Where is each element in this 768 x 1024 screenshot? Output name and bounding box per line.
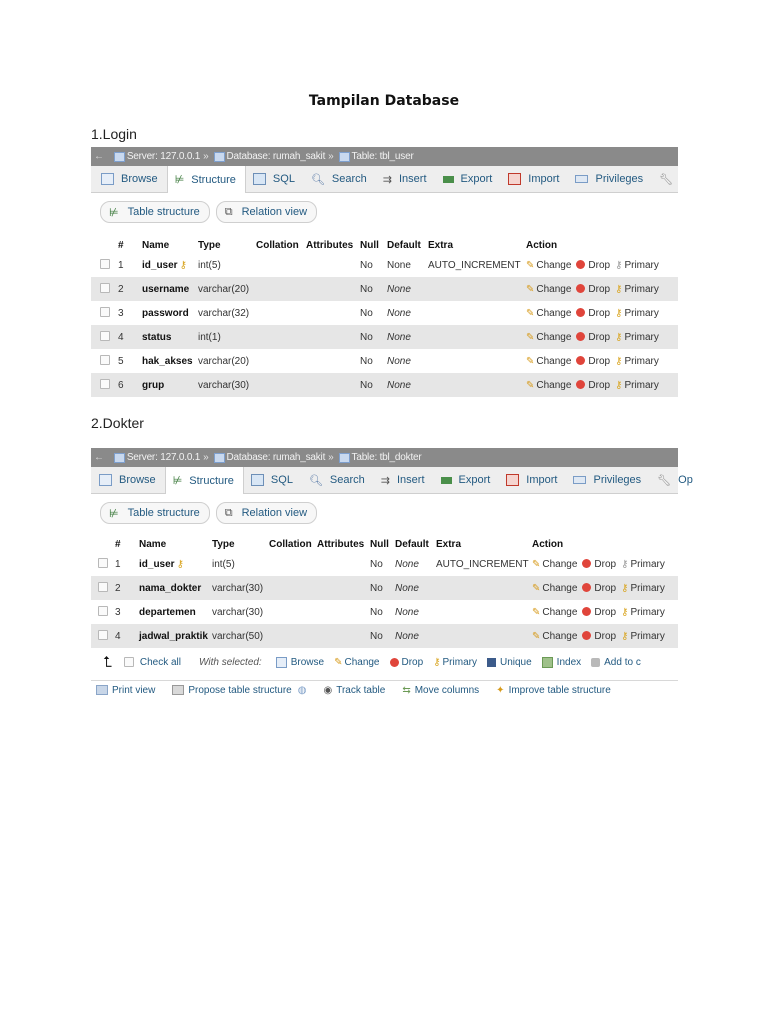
- row-number: 2: [118, 277, 142, 301]
- server-icon: [114, 152, 125, 162]
- printer-icon: [96, 685, 108, 695]
- wrench-icon: 🔧︎: [659, 173, 674, 186]
- field-default: None: [387, 307, 411, 319]
- key-icon: ⚷: [615, 355, 623, 367]
- arrow-up-left-icon: ⮤: [103, 653, 112, 671]
- field-type: int(1): [198, 325, 256, 349]
- row-number: 2: [115, 576, 139, 600]
- field-null: No: [370, 576, 395, 600]
- drop-icon: [576, 380, 585, 389]
- privileges-icon: [573, 476, 586, 484]
- table-body-login: [91, 253, 678, 397]
- database-icon: [214, 152, 225, 162]
- tab-search[interactable]: 🔍︎ Search: [308, 474, 365, 487]
- field-type: varchar(30): [212, 576, 269, 600]
- tab-browse[interactable]: Browse: [91, 166, 167, 192]
- row-number: 1: [118, 259, 124, 271]
- row-checkbox[interactable]: [100, 283, 110, 293]
- tab-sql[interactable]: SQL: [246, 166, 304, 192]
- field-name: jadwal_praktik: [139, 630, 208, 642]
- row-checkbox[interactable]: [98, 582, 108, 592]
- field-null: No: [370, 624, 395, 648]
- tab-privileges[interactable]: Privileges: [568, 166, 652, 192]
- bulk-action-bar: [91, 649, 678, 675]
- field-collation: [256, 349, 306, 373]
- improve-table-structure-link[interactable]: ✦ Improve table structure: [496, 684, 611, 696]
- col-header-null[interactable]: Null: [360, 237, 387, 253]
- row-checkbox[interactable]: [100, 355, 110, 365]
- field-collation: [256, 325, 306, 349]
- field-extra: [428, 349, 526, 373]
- field-default: None: [387, 373, 428, 397]
- primary-button[interactable]: ⚷ Primary: [615, 331, 659, 343]
- pencil-icon: ✎: [532, 582, 541, 594]
- change-button[interactable]: ✎ Change: [532, 630, 578, 642]
- field-null: No: [360, 307, 373, 319]
- pencil-icon: ✎: [532, 606, 541, 618]
- breadcrumb: ← Server: 127.0.0.1 » Database: rumah_sakit » Table: tbl_user: [91, 147, 678, 166]
- table-row[interactable]: [91, 624, 678, 648]
- field-attributes: [306, 373, 360, 397]
- table-row[interactable]: [91, 349, 678, 373]
- field-type: int(5): [198, 259, 221, 271]
- field-attributes: [317, 624, 370, 648]
- privileges-icon: [575, 175, 588, 183]
- tab-export[interactable]: Export: [434, 467, 500, 493]
- field-null: No: [360, 325, 387, 349]
- propose-structure-icon: [172, 685, 184, 695]
- change-button[interactable]: ✎ Change: [526, 283, 572, 295]
- tab-insert[interactable]: ⇉ Insert: [380, 474, 425, 487]
- key-icon: ⚷: [621, 558, 629, 570]
- primary-button[interactable]: ⚷ Primary: [615, 283, 659, 295]
- breadcrumb: ← Server: 127.0.0.1 » Database: rumah_sakit » Table: tbl_dokter: [91, 448, 678, 467]
- back-arrow-icon[interactable]: ←: [94, 452, 104, 463]
- primary-button[interactable]: ⚷ Primary: [621, 606, 665, 618]
- col-header-extra[interactable]: Extra: [436, 536, 532, 552]
- track-table-link[interactable]: ◉ Track table: [323, 684, 386, 696]
- field-default: None: [387, 325, 428, 349]
- field-collation: [269, 600, 317, 624]
- field-type: varchar(30): [212, 606, 264, 618]
- row-number: 4: [118, 325, 142, 349]
- table-row[interactable]: [91, 576, 678, 600]
- breadcrumb-table[interactable]: Table: tbl_dokter: [351, 452, 422, 463]
- key-icon: ⚷: [615, 307, 623, 319]
- structure-table: [91, 237, 678, 397]
- row-checkbox[interactable]: [100, 259, 110, 269]
- bulk-browse-button[interactable]: Browse: [276, 657, 324, 668]
- drop-button[interactable]: Drop: [577, 631, 616, 642]
- phpmyadmin-screenshot-dokter: [91, 448, 693, 700]
- field-collation: [269, 624, 317, 648]
- pencil-icon: ✎: [526, 379, 535, 391]
- field-name: hak_akses: [142, 355, 193, 367]
- field-extra: [428, 277, 526, 301]
- field-attributes: [306, 349, 360, 373]
- col-header-number[interactable]: #: [115, 536, 139, 552]
- tab-privileges[interactable]: Privileges: [566, 467, 650, 493]
- tab-bar: [91, 166, 678, 193]
- field-name: nama_dokter: [139, 582, 202, 594]
- primary-button[interactable]: ⚷ Primary: [621, 630, 665, 642]
- section-label-dokter: 2.Dokter: [91, 415, 144, 431]
- tab-import[interactable]: Import: [501, 166, 568, 192]
- drop-icon: [576, 284, 585, 293]
- change-button[interactable]: ✎ Change: [532, 558, 578, 570]
- key-icon: ⚷: [615, 379, 623, 391]
- field-name: id_user: [139, 558, 175, 570]
- field-attributes: [317, 600, 370, 624]
- bulk-unique-button[interactable]: Unique: [487, 657, 532, 668]
- drop-icon: [582, 607, 591, 616]
- bulk-primary-button[interactable]: ⚷ Primary: [433, 656, 477, 668]
- field-null: No: [360, 277, 387, 301]
- key-icon: ⚷: [621, 630, 629, 642]
- table-row[interactable]: [91, 253, 678, 277]
- breadcrumb-server[interactable]: Server: 127.0.0.1: [126, 452, 201, 463]
- field-extra: [436, 576, 532, 600]
- change-button[interactable]: ✎ Change: [532, 582, 578, 594]
- subtab-relation-view[interactable]: ⧉ Relation view: [216, 502, 317, 524]
- field-attributes: [306, 301, 360, 325]
- server-icon: [114, 453, 125, 463]
- field-extra: AUTO_INCREMENT: [428, 259, 521, 271]
- field-default: None: [395, 558, 419, 570]
- drop-button[interactable]: Drop: [571, 332, 610, 343]
- field-null: No: [360, 355, 373, 367]
- row-number: 5: [118, 355, 124, 367]
- row-number: 6: [118, 373, 142, 397]
- table-row[interactable]: [91, 325, 678, 349]
- field-name: username: [142, 283, 190, 295]
- relation-icon: ⧉: [224, 205, 233, 218]
- with-selected-label: With selected:: [199, 656, 262, 668]
- subtab-bar: [91, 193, 678, 231]
- drop-icon: [576, 332, 585, 341]
- primary-button[interactable]: ⚷ Primary: [615, 307, 659, 319]
- field-attributes: [306, 325, 360, 349]
- primary-button[interactable]: ⚷ Primary: [615, 379, 659, 391]
- check-all-label[interactable]: Check all: [139, 656, 181, 668]
- col-header-collation[interactable]: Collation: [269, 536, 317, 552]
- document-title: Tampilan Database: [308, 93, 460, 109]
- field-default: None: [387, 355, 411, 367]
- col-header-extra[interactable]: Extra: [428, 237, 526, 253]
- field-null: No: [370, 606, 383, 618]
- pencil-icon: ✎: [526, 331, 535, 343]
- field-name: status: [142, 331, 172, 343]
- field-attributes: [317, 576, 370, 600]
- key-icon: ⚷: [621, 606, 629, 618]
- field-default: None: [395, 576, 436, 600]
- field-name: password: [142, 307, 189, 319]
- field-type: varchar(20): [198, 355, 250, 367]
- tab-import[interactable]: Import: [499, 467, 566, 493]
- structure-table: [91, 536, 678, 648]
- drop-icon: [390, 658, 399, 667]
- row-number: 3: [118, 307, 124, 319]
- row-checkbox[interactable]: [98, 558, 108, 568]
- tab-browse[interactable]: Browse: [91, 467, 165, 493]
- bulk-drop-button[interactable]: Drop: [390, 657, 424, 668]
- field-collation: [256, 253, 306, 277]
- field-extra: AUTO_INCREMENT: [436, 558, 529, 570]
- row-checkbox[interactable]: [100, 307, 110, 317]
- col-header-name[interactable]: Name: [142, 237, 198, 253]
- field-collation: [269, 552, 317, 576]
- field-collation: [256, 277, 306, 301]
- browse-icon: [101, 173, 114, 185]
- structure-icon: ⊭: [109, 206, 119, 219]
- export-icon: [443, 176, 454, 183]
- field-extra: [428, 301, 526, 325]
- field-collation: [269, 576, 317, 600]
- field-extra: [428, 373, 526, 397]
- browse-icon: [99, 474, 112, 486]
- key-icon: ⚷: [621, 582, 629, 594]
- primary-button[interactable]: ⚷ Primary: [621, 558, 665, 570]
- field-extra: [428, 325, 526, 349]
- breadcrumb-database[interactable]: Database: rumah_sakit: [226, 151, 326, 162]
- search-icon: 🔍︎: [310, 173, 325, 186]
- drop-button[interactable]: Drop: [571, 284, 610, 295]
- key-icon: ⚷: [615, 331, 623, 343]
- pencil-icon: ✎: [334, 656, 343, 668]
- col-header-type[interactable]: Type: [212, 536, 269, 552]
- table-icon: [339, 152, 350, 162]
- relation-icon: ⧉: [224, 506, 233, 519]
- tab-export[interactable]: Export: [436, 166, 502, 192]
- field-attributes: [306, 253, 360, 277]
- insert-icon: ⇉: [382, 173, 392, 186]
- field-type: varchar(50): [212, 624, 269, 648]
- propose-table-structure-link[interactable]: Propose table structure ◍: [172, 685, 306, 696]
- col-header-attributes[interactable]: Attributes: [317, 536, 370, 552]
- drop-icon: [576, 356, 585, 365]
- browse-icon: [276, 657, 287, 668]
- import-icon: [508, 173, 521, 185]
- section-label-login: 1.Login: [91, 126, 137, 142]
- pencil-icon: ✎: [526, 355, 535, 367]
- pencil-icon: ✎: [526, 307, 535, 319]
- drop-button[interactable]: Drop: [571, 308, 610, 319]
- move-columns-link[interactable]: ⇆ Move columns: [402, 684, 480, 696]
- row-checkbox[interactable]: [100, 379, 110, 389]
- primary-button[interactable]: ⚷ Primary: [615, 259, 659, 271]
- change-button[interactable]: ✎ Change: [526, 379, 572, 391]
- row-number: 4: [115, 624, 139, 648]
- sql-icon: [251, 474, 264, 486]
- bulk-change-button[interactable]: ✎ Change: [334, 656, 380, 668]
- pencil-icon: ✎: [526, 283, 535, 295]
- field-type: varchar(32): [198, 307, 250, 319]
- field-name: departemen: [139, 606, 196, 618]
- export-icon: [441, 477, 452, 484]
- change-button[interactable]: ✎ Change: [526, 331, 572, 343]
- table-icon: [339, 453, 350, 463]
- col-header-attributes[interactable]: Attributes: [306, 237, 360, 253]
- table-row[interactable]: [91, 552, 678, 576]
- table-row[interactable]: [91, 600, 678, 624]
- field-attributes: [317, 552, 370, 576]
- bulk-add-to-central-button[interactable]: Add to c: [591, 657, 641, 668]
- pencil-icon: ✎: [532, 630, 541, 642]
- breadcrumb-database[interactable]: Database: rumah_sakit: [226, 452, 326, 463]
- insert-icon: ⇉: [380, 474, 390, 487]
- check-all-checkbox[interactable]: [124, 657, 134, 667]
- subtab-table-structure[interactable]: ⊭ Table structure: [100, 201, 210, 223]
- primary-key-icon: ⚷: [179, 259, 187, 271]
- import-icon: [506, 474, 519, 486]
- field-default: None: [387, 259, 411, 271]
- table-tools-bar: [91, 680, 678, 699]
- change-button[interactable]: ✎ Change: [526, 307, 572, 319]
- field-extra: [436, 600, 532, 624]
- sql-icon: [253, 173, 266, 185]
- table-header-row: [91, 237, 678, 253]
- field-extra: [436, 624, 532, 648]
- field-name: id_user: [142, 259, 178, 271]
- table-body-dokter: [91, 552, 678, 648]
- col-header-collation[interactable]: Collation: [256, 237, 306, 253]
- drop-icon: [582, 631, 591, 640]
- col-header-type[interactable]: Type: [198, 237, 256, 253]
- back-arrow-icon[interactable]: ←: [94, 151, 104, 162]
- change-button[interactable]: ✎ Change: [526, 259, 572, 271]
- tab-structure[interactable]: ⊭ Structure: [165, 467, 244, 494]
- table-row[interactable]: [91, 301, 678, 325]
- col-header-default[interactable]: Default: [387, 237, 428, 253]
- tab-bar: [91, 467, 693, 494]
- drop-icon: [582, 583, 591, 592]
- move-columns-icon: ⇆: [402, 684, 411, 696]
- structure-icon: ⊭: [109, 507, 119, 520]
- tab-structure[interactable]: ⊭ Structure: [167, 166, 246, 193]
- tab-operations[interactable]: 🔧︎ Op: [657, 474, 693, 487]
- subtab-table-structure[interactable]: ⊭ Table structure: [100, 502, 210, 524]
- field-type: varchar(30): [198, 373, 256, 397]
- key-icon: ⚷: [433, 656, 441, 668]
- drop-icon: [576, 308, 585, 317]
- subtab-relation-view[interactable]: ⧉ Relation view: [216, 201, 317, 223]
- row-checkbox[interactable]: [98, 606, 108, 616]
- subtab-bar: [91, 494, 678, 532]
- table-row[interactable]: [91, 277, 678, 301]
- pencil-icon: ✎: [526, 259, 535, 271]
- field-default: None: [395, 624, 436, 648]
- index-icon: [542, 657, 553, 668]
- primary-button[interactable]: ⚷ Primary: [615, 355, 659, 367]
- col-header-number[interactable]: #: [118, 237, 142, 253]
- row-checkbox[interactable]: [98, 630, 108, 640]
- drop-button[interactable]: Drop: [577, 607, 616, 618]
- change-button[interactable]: ✎ Change: [532, 606, 578, 618]
- col-header-null[interactable]: Null: [370, 536, 395, 552]
- breadcrumb-table[interactable]: Table: tbl_user: [351, 151, 414, 162]
- structure-icon: ⊭: [174, 174, 185, 186]
- row-number: 1: [115, 558, 121, 570]
- field-null: No: [360, 373, 387, 397]
- col-header-name[interactable]: Name: [139, 536, 212, 552]
- wand-icon: ✦: [496, 684, 505, 696]
- tab-operations[interactable]: [652, 166, 689, 192]
- field-null: No: [360, 259, 373, 271]
- drop-icon: [582, 559, 591, 568]
- col-header-action: Action: [526, 237, 678, 253]
- drop-button[interactable]: Drop: [577, 559, 616, 570]
- key-icon: ⚷: [615, 259, 623, 271]
- tab-sql[interactable]: SQL: [244, 467, 302, 493]
- drop-button[interactable]: Drop: [577, 583, 616, 594]
- field-type: int(5): [212, 558, 235, 570]
- row-checkbox[interactable]: [100, 331, 110, 341]
- drop-icon: [576, 260, 585, 269]
- tab-insert[interactable]: ⇉ Insert: [382, 173, 427, 186]
- change-button[interactable]: ✎ Change: [526, 355, 572, 367]
- wrench-icon: 🔧︎: [657, 474, 672, 487]
- field-collation: [256, 301, 306, 325]
- print-view-link[interactable]: Print view: [96, 685, 155, 696]
- row-number: 3: [115, 606, 121, 618]
- key-icon: ⚷: [615, 283, 623, 295]
- field-null: No: [370, 558, 383, 570]
- table-row[interactable]: [91, 373, 678, 397]
- breadcrumb-server[interactable]: Server: 127.0.0.1: [126, 151, 201, 162]
- database-icon: [214, 453, 225, 463]
- eye-icon: ◉: [323, 684, 333, 696]
- unique-icon: [487, 658, 496, 667]
- field-attributes: [306, 277, 360, 301]
- bulk-index-button[interactable]: Index: [542, 657, 581, 668]
- primary-button[interactable]: ⚷ Primary: [621, 582, 665, 594]
- drop-button[interactable]: Drop: [571, 356, 610, 367]
- field-collation: [256, 373, 306, 397]
- add-to-central-icon: [591, 658, 600, 667]
- pencil-icon: ✎: [532, 558, 541, 570]
- col-header-default[interactable]: Default: [395, 536, 436, 552]
- structure-icon: ⊭: [172, 475, 183, 487]
- drop-button[interactable]: Drop: [571, 380, 610, 391]
- primary-key-icon: ⚷: [176, 558, 184, 570]
- tab-search[interactable]: 🔍︎ Search: [310, 173, 367, 186]
- col-header-action: Action: [532, 536, 678, 552]
- drop-button[interactable]: Drop: [571, 260, 610, 271]
- help-icon[interactable]: ◍: [297, 684, 307, 696]
- field-type: varchar(20): [198, 277, 256, 301]
- search-icon: 🔍︎: [308, 474, 323, 487]
- field-default: None: [395, 606, 419, 618]
- phpmyadmin-screenshot-login: [91, 147, 678, 401]
- field-name: grup: [142, 379, 165, 391]
- table-header-row: [91, 536, 678, 552]
- field-default: None: [387, 277, 428, 301]
